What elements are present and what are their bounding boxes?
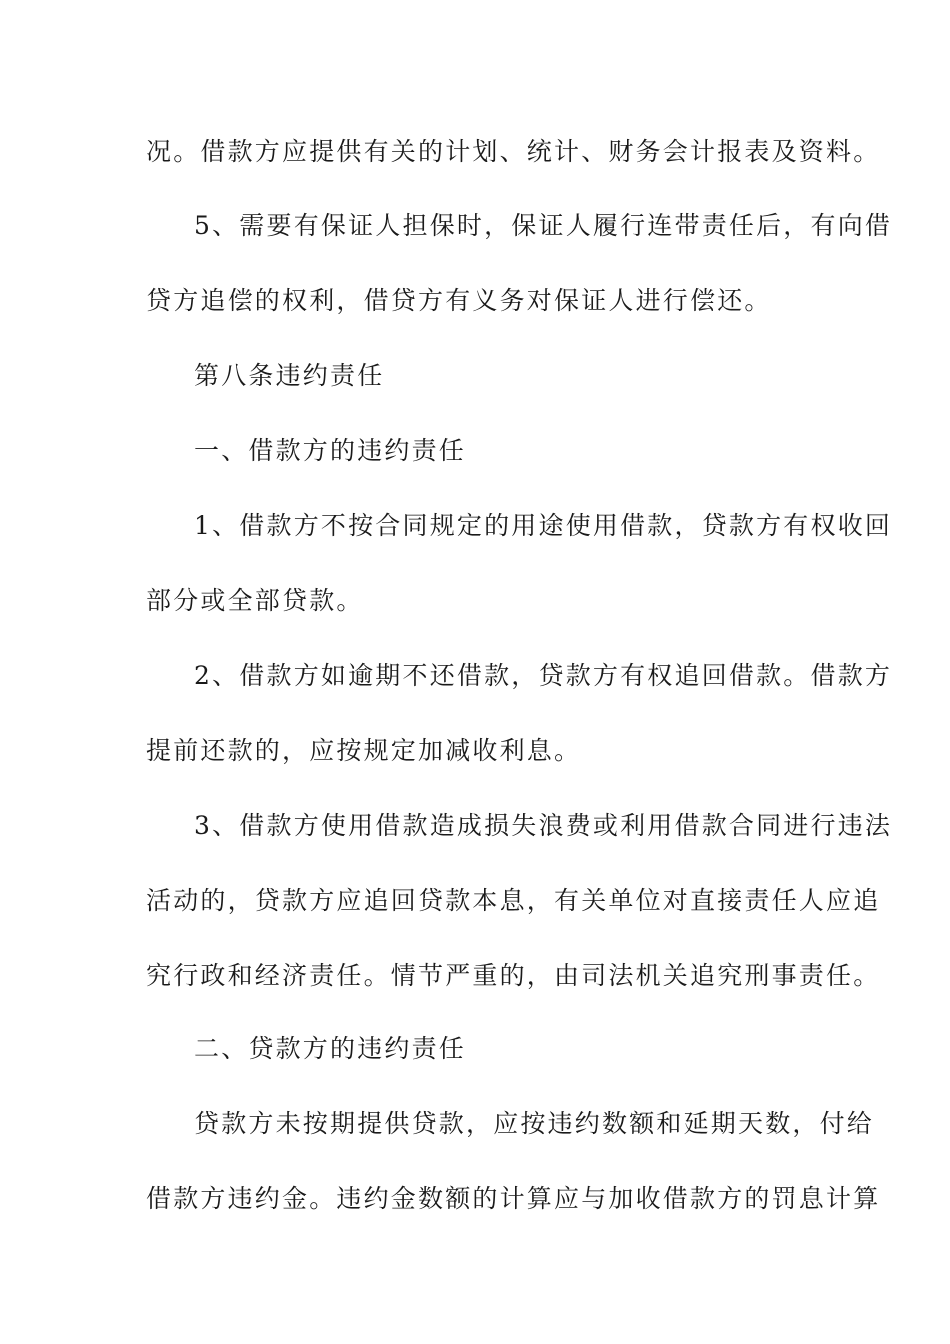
paragraph-line: 2、借款方如逾期不还借款，贷款方有权追回借款。借款方: [194, 661, 893, 690]
paragraph-line: 活动的，贷款方应追回贷款本息，有关单位对直接责任人应追: [146, 886, 881, 915]
paragraph-line: 1、借款方不按合同规定的用途使用借款，贷款方有权收回: [194, 511, 893, 540]
paragraph-line: 5、需要有保证人担保时，保证人履行连带责任后，有向借: [194, 211, 893, 240]
paragraph-line: 究行政和经济责任。情节严重的，由司法机关追究刑事责任。: [146, 961, 881, 990]
paragraph-line: 借款方违约金。违约金数额的计算应与加收借款方的罚息计算: [146, 1184, 881, 1213]
paragraph-line: 况。借款方应提供有关的计划、统计、财务会计报表及资料。: [146, 137, 881, 166]
paragraph-line: 提前还款的，应按规定加减收利息。: [146, 736, 582, 765]
section-heading: 第八条违约责任: [194, 361, 385, 390]
subsection-heading: 一、借款方的违约责任: [194, 436, 467, 465]
paragraph-line: 部分或全部贷款。: [146, 586, 364, 615]
paragraph-line: 3、借款方使用借款造成损失浪费或利用借款合同进行违法: [194, 811, 893, 840]
paragraph-line: 贷款方未按期提供贷款，应按违约数额和延期天数，付给: [194, 1109, 875, 1138]
subsection-heading: 二、贷款方的违约责任: [194, 1034, 467, 1063]
paragraph-line: 贷方追偿的权利，借贷方有义务对保证人进行偿还。: [146, 286, 772, 315]
